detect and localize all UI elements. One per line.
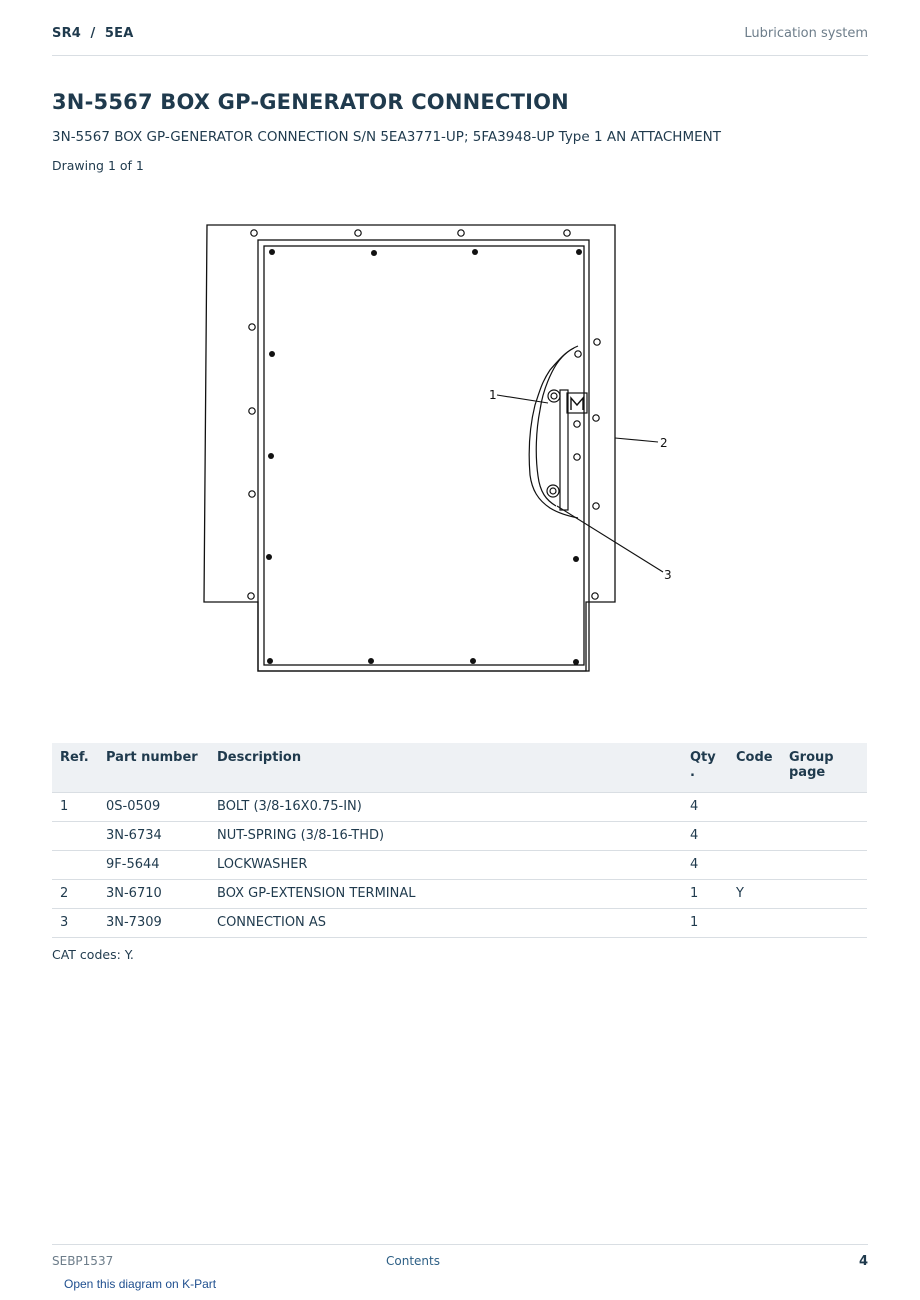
section-name: Lubrication system: [744, 26, 868, 41]
cell-code: [728, 908, 781, 937]
cell-group-page: [781, 908, 867, 937]
col-header-qty: Qty .: [682, 743, 728, 792]
cell-qty: 4: [682, 821, 728, 850]
cell-ref: 1: [52, 792, 98, 821]
cell-group-page: [781, 792, 867, 821]
table-header-row: [52, 743, 867, 792]
flange-outline: [204, 225, 615, 671]
parts-drawing: [190, 200, 730, 700]
flange-holes: [248, 230, 600, 599]
cell-code: [728, 792, 781, 821]
breadcrumb: SR4 / 5EA: [52, 26, 134, 41]
col-header-ref: Ref.: [52, 743, 98, 792]
cell-part-number: 3N-6710: [98, 879, 209, 908]
cell-ref: 2: [52, 879, 98, 908]
page-subtitle: 3N-5567 BOX GP-GENERATOR CONNECTION S/N 5EA3771-UP; 5FA3948-UP Type 1 AN ATTACHMENT: [52, 129, 721, 145]
leader-lines: [497, 395, 663, 572]
cell-code: Y: [728, 879, 781, 908]
cell-qty: 1: [682, 879, 728, 908]
document-id: SEBP1537: [52, 1254, 114, 1268]
cell-description: BOLT (3/8-16X0.75-IN): [209, 792, 682, 821]
table-row: [52, 821, 867, 850]
page-title: 3N-5567 BOX GP-GENERATOR CONNECTION: [52, 90, 569, 114]
cell-qty: 4: [682, 850, 728, 879]
cutaway-section: [529, 346, 587, 518]
box-cover-outer: [258, 240, 589, 671]
cell-description: CONNECTION AS: [209, 908, 682, 937]
col-header-part-number: Part number: [98, 743, 209, 792]
cell-description: BOX GP-EXTENSION TERMINAL: [209, 879, 682, 908]
cell-description: NUT-SPRING (3/8-16-THD): [209, 821, 682, 850]
table-row: [52, 908, 867, 937]
cell-ref: 3: [52, 908, 98, 937]
cell-qty: 4: [682, 792, 728, 821]
page-number: 4: [858, 1254, 868, 1269]
cover-bolts: [266, 249, 582, 665]
callout-2: 2: [660, 436, 668, 450]
col-header-group-page: Group page: [781, 743, 867, 792]
cell-code: [728, 821, 781, 850]
cell-part-number: 3N-6734: [98, 821, 209, 850]
cell-ref: [52, 821, 98, 850]
cell-code: [728, 850, 781, 879]
cell-description: LOCKWASHER: [209, 850, 682, 879]
contents-link[interactable]: Contents: [386, 1254, 440, 1268]
table-row: [52, 879, 867, 908]
cell-part-number: 0S-0509: [98, 792, 209, 821]
table-row: [52, 850, 867, 879]
table-row: [52, 792, 867, 821]
page-footer: [52, 1244, 868, 1274]
cell-ref: [52, 850, 98, 879]
cell-group-page: [781, 879, 867, 908]
cell-part-number: 3N-7309: [98, 908, 209, 937]
page-header: [52, 26, 868, 56]
cell-group-page: [781, 821, 867, 850]
callout-1: 1: [489, 388, 497, 402]
parts-table: [52, 743, 867, 938]
cell-qty: 1: [682, 908, 728, 937]
col-header-description: Description: [209, 743, 682, 792]
callout-3: 3: [664, 568, 672, 582]
col-header-code: Code: [728, 743, 781, 792]
cell-group-page: [781, 850, 867, 879]
open-in-kpart-link[interactable]: Open this diagram on K-Part: [64, 1277, 217, 1291]
cell-part-number: 9F-5644: [98, 850, 209, 879]
cat-codes-note: CAT codes: Y.: [52, 947, 134, 962]
drawing-count: Drawing 1 of 1: [52, 158, 144, 173]
